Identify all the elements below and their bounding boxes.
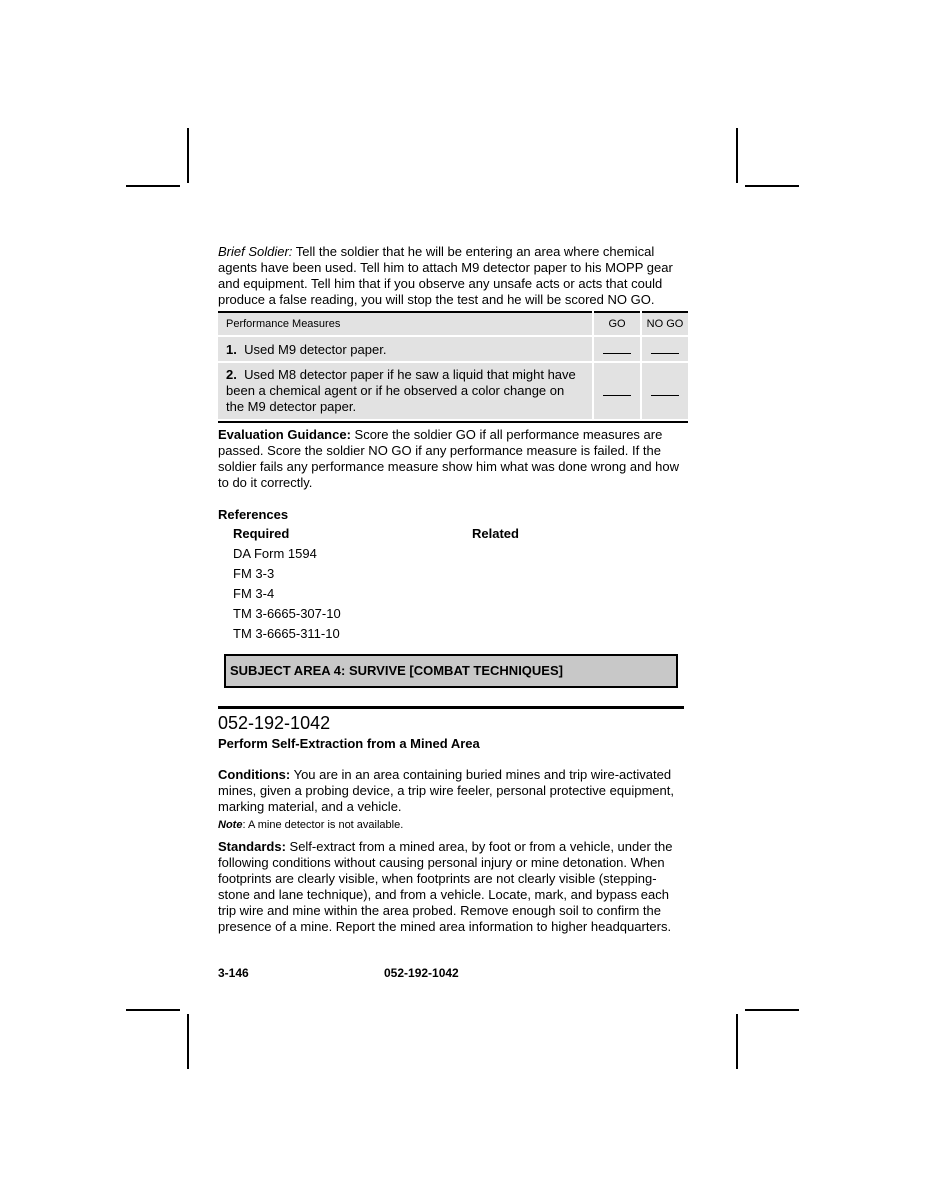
brief-soldier-paragraph xyxy=(218,244,688,308)
crop-mark xyxy=(736,1014,738,1069)
brief-soldier-label: Brief Soldier: xyxy=(218,244,293,259)
nogo-header: NO GO xyxy=(641,312,688,336)
evaluation-guidance-text: Score the soldier GO if all performance measures are passed. Score the soldier NO GO if any performance measure is failed. If the soldier fails any performance measure show him what was done wrong and how to do it correctly. xyxy=(218,427,680,490)
crop-mark xyxy=(126,185,180,187)
measure-text: Used M8 detector paper if he saw a liquid that might have been a chemical agent or if he observed a color change on the M9 detector paper. xyxy=(226,367,576,414)
measure-cell xyxy=(218,336,593,362)
references-heading: References xyxy=(218,507,289,522)
crop-mark xyxy=(187,128,189,183)
crop-mark xyxy=(745,185,799,187)
reference-item: TM 3-6665-311-10 xyxy=(233,626,340,641)
note-label: Note xyxy=(218,819,243,831)
reference-item: DA Form 1594 xyxy=(233,546,317,561)
standards-paragraph xyxy=(218,839,688,935)
task-number: 052-192-1042 xyxy=(218,713,331,733)
crop-mark xyxy=(187,1014,189,1069)
note-text: : A mine detector is not available. xyxy=(242,819,404,831)
crop-mark xyxy=(736,128,738,183)
standards-label: Standards: xyxy=(218,839,286,854)
standards-text: Self-extract from a mined area, by foot or from a vehicle, under the following conditions without causing personal injury or mine detonation. When footprints are clearly visible, when footprints are not clearly visible (stepping-stone and lane technique), and from a vehicle. Locate, mark, and bypass each trip wire and mine within the area probed. Remove enough soil to confirm the presence of a mine. Report the mined area information to higher headquarters. xyxy=(218,839,673,934)
reference-item: FM 3-4 xyxy=(233,586,275,601)
references-section xyxy=(218,524,688,644)
nogo-blank xyxy=(651,341,679,354)
performance-measures-header: Performance Measures xyxy=(218,312,593,336)
nogo-cell xyxy=(641,362,688,420)
evaluation-guidance-paragraph xyxy=(218,427,688,491)
related-references xyxy=(472,524,519,544)
task-title: Perform Self-Extraction from a Mined Area xyxy=(218,736,480,751)
conditions-paragraph xyxy=(218,767,688,815)
go-cell xyxy=(593,336,641,362)
crop-mark xyxy=(745,1009,799,1011)
crop-mark xyxy=(126,1009,180,1011)
nogo-blank xyxy=(651,383,679,396)
table-row xyxy=(218,336,688,362)
go-cell xyxy=(593,362,641,420)
nogo-cell xyxy=(641,336,688,362)
measure-cell xyxy=(218,362,593,420)
performance-measures-table xyxy=(218,311,688,421)
go-blank xyxy=(603,383,631,396)
measure-text: Used M9 detector paper. xyxy=(244,341,387,357)
conditions-text: You are in an area containing buried mines and trip wire-activated mines, given a probing device, a trip wire feeler, personal protective equipment, marking material, and a vehicle. xyxy=(218,767,674,814)
table-bottom-rule xyxy=(218,421,688,423)
reference-item: TM 3-6665-307-10 xyxy=(233,606,341,621)
evaluation-guidance-label: Evaluation Guidance: xyxy=(218,427,351,442)
table-row xyxy=(218,362,688,420)
measure-number: 1. xyxy=(226,341,237,357)
subject-area-banner: SUBJECT AREA 4: SURVIVE [COMBAT TECHNIQUES] xyxy=(224,654,678,688)
footer-task-number: 052-192-1042 xyxy=(384,966,459,980)
note-line xyxy=(218,819,688,831)
table-header-row xyxy=(218,312,688,336)
page-content xyxy=(218,244,688,935)
required-heading: Required xyxy=(233,526,290,541)
conditions-label: Conditions: xyxy=(218,767,291,782)
required-references xyxy=(233,524,341,644)
task-divider-rule xyxy=(218,706,684,709)
reference-item: FM 3-3 xyxy=(233,566,275,581)
go-header: GO xyxy=(593,312,641,336)
measure-number: 2. xyxy=(226,367,237,382)
go-blank xyxy=(603,341,631,354)
related-heading: Related xyxy=(472,526,519,541)
brief-soldier-text: Tell the soldier that he will be entering an area where chemical agents have been used. Tell him to attach M9 detector paper to his MOPP gear and equipment. Tell him that if you observe any unsafe acts or acts that could produce a false reading, you will stop the test and he will be scored NO GO. xyxy=(218,244,673,307)
page-number: 3-146 xyxy=(218,966,249,980)
